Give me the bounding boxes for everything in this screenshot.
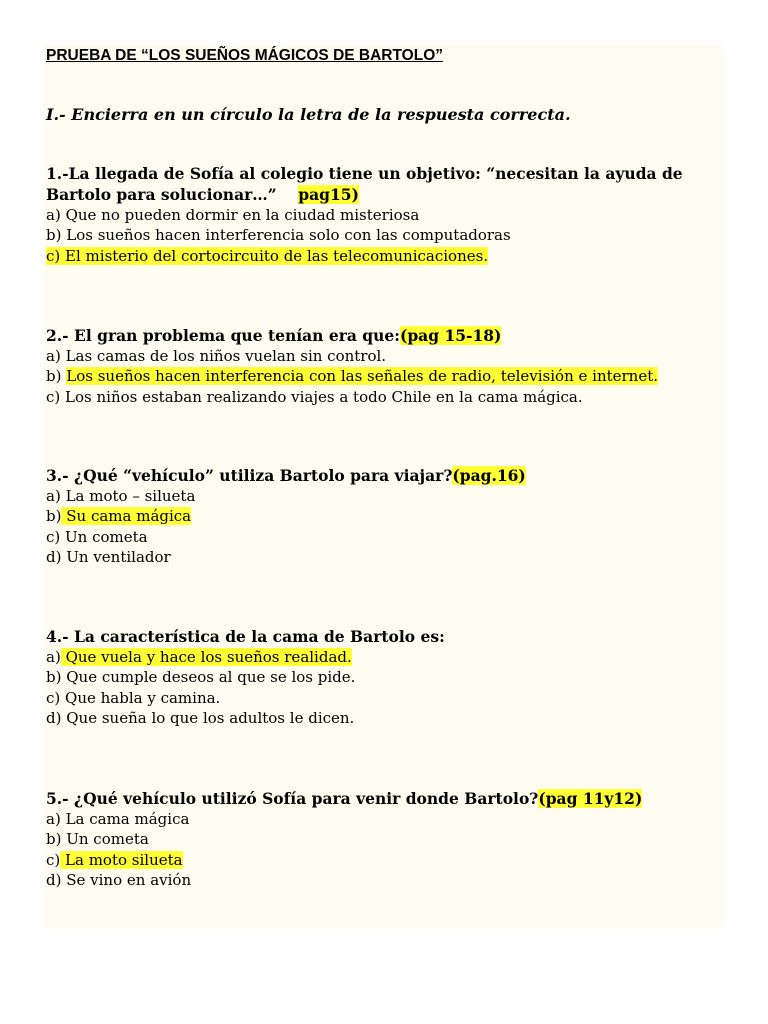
option-text-highlighted: Los sueños hacen interferencia con las señales de radio, televisión e internet. — [66, 367, 659, 386]
option-letter: a) — [46, 487, 61, 505]
question-5-option-d — [46, 870, 706, 890]
section-instruction: I.- Encierra en un círculo la letra de la respuesta correcta. — [46, 105, 571, 124]
question-3 — [46, 465, 706, 568]
question-1-heading — [46, 163, 706, 205]
option-text: Las camas de los niños vuelan sin control. — [60, 347, 387, 365]
option-text: Se vino en avión — [61, 871, 192, 890]
question-4-option-d — [46, 708, 706, 728]
question-5-page-ref: (pag 11y12) — [538, 789, 643, 808]
option-letter: a) — [46, 648, 61, 666]
question-2-text: 2.- El gran problema que tenían era que: — [46, 326, 401, 345]
question-2-option-a — [46, 346, 706, 366]
question-1-option-c — [46, 246, 706, 266]
option-text-highlighted: Su cama mágica — [61, 507, 192, 526]
option-letter: b) — [46, 367, 62, 386]
option-letter: a) — [46, 347, 61, 365]
question-5 — [46, 788, 706, 891]
option-letter: c) — [46, 527, 61, 546]
option-text: Los sueños hacen interferencia solo con las computadoras — [61, 226, 511, 245]
question-4-option-b — [46, 667, 706, 687]
option-text: Un cometa — [60, 527, 148, 546]
option-letter: c) — [46, 246, 61, 265]
option-letter: d) — [46, 709, 62, 728]
question-3-option-d — [46, 547, 706, 567]
question-2-line-1 — [46, 325, 706, 346]
question-1 — [46, 163, 706, 266]
question-1-page-ref: pag15) — [298, 185, 359, 204]
question-3-option-c — [46, 527, 706, 547]
option-text: Que no pueden dormir en la ciudad misteriosa — [60, 206, 420, 224]
option-text: Un ventilador — [61, 548, 171, 567]
question-5-line-1 — [46, 788, 706, 809]
question-4-heading — [46, 626, 706, 647]
question-2-page-ref: (pag 15-18) — [400, 326, 502, 345]
question-2-heading — [46, 325, 706, 346]
option-text-highlighted: Que vuela y hace los sueños realidad. — [60, 648, 352, 666]
question-5-option-c — [46, 850, 706, 870]
option-letter: b) — [46, 668, 62, 687]
question-4-text: 4.- La característica de la cama de Bartolo es: — [46, 627, 445, 646]
option-letter: b) — [46, 507, 62, 526]
question-3-option-b — [46, 506, 706, 526]
option-letter: b) — [46, 830, 62, 849]
question-5-heading — [46, 788, 706, 809]
question-1-option-b — [46, 225, 706, 245]
option-text-highlighted: La moto silueta — [60, 850, 183, 869]
question-3-line-1 — [46, 465, 706, 486]
question-1-option-a — [46, 205, 706, 225]
option-letter: d) — [46, 871, 62, 890]
question-5-text: 5.- ¿Qué vehículo utilizó Sofía para venir donde Bartolo? — [46, 789, 539, 808]
option-text: Un cometa — [61, 830, 149, 849]
option-letter: c) — [46, 387, 61, 406]
question-3-heading — [46, 465, 706, 486]
question-3-option-a — [46, 486, 706, 506]
question-1-line-2 — [46, 184, 706, 205]
option-text: Que sueña lo que los adultos le dicen. — [61, 709, 355, 728]
option-text: La moto – silueta — [60, 487, 196, 505]
option-letter: a) — [46, 810, 61, 828]
page-title: PRUEBA DE “LOS SUEÑOS MÁGICOS DE BARTOLO” — [46, 47, 444, 64]
option-letter: c) — [46, 688, 61, 707]
question-1-line-2-text: Bartolo para solucionar…” — [46, 185, 277, 204]
question-2 — [46, 325, 706, 407]
option-letter: c) — [46, 850, 61, 869]
option-text: Que habla y camina. — [60, 688, 221, 707]
question-4-option-c — [46, 688, 706, 708]
question-5-option-b — [46, 829, 706, 849]
question-5-option-a — [46, 809, 706, 829]
question-3-page-ref: (pag.16) — [452, 466, 526, 485]
option-text: Que cumple deseos al que se los pide. — [61, 668, 356, 687]
question-4-option-a — [46, 647, 706, 667]
option-letter: d) — [46, 548, 62, 567]
option-letter: a) — [46, 206, 61, 224]
question-4 — [46, 626, 706, 729]
question-2-option-b — [46, 366, 706, 386]
option-text-highlighted: El misterio del cortocircuito de las telecomunicaciones. — [60, 246, 489, 265]
option-letter: b) — [46, 226, 62, 245]
option-text: Los niños estaban realizando viajes a todo Chile en la cama mágica. — [60, 387, 583, 406]
question-2-option-c — [46, 387, 706, 407]
option-text: La cama mágica — [60, 810, 190, 828]
question-3-text: 3.- ¿Qué “vehículo” utiliza Bartolo para viajar? — [46, 466, 453, 485]
question-1-line-1: 1.-La llegada de Sofía al colegio tiene un objetivo: “necesitan la ayuda de — [46, 164, 683, 183]
